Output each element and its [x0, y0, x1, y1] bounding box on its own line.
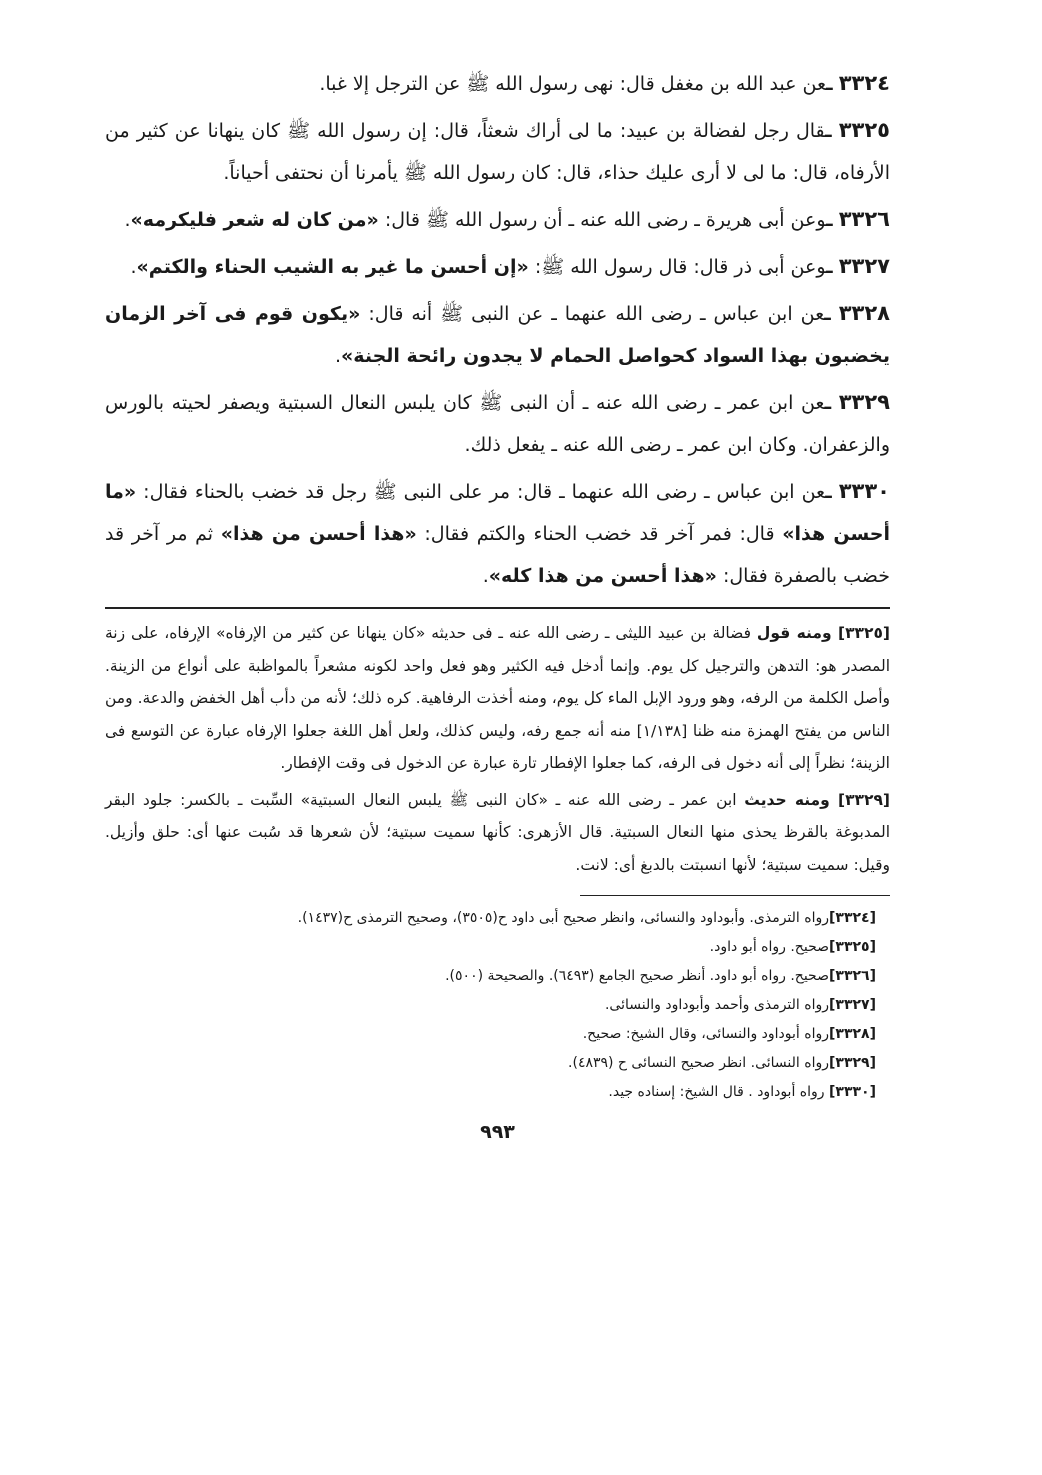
footnote-number: [٣٣٢٩] — [829, 1055, 876, 1071]
commentary-text: ابن عمر ـ رضى الله عنه ـ «كان النبى ﷺ يلبس النعال السبتية» السِّبت ـ بالكسر: جلود البقر المدبوغة بالقرظ يحذى منها النعال السبتية. قال الأزهرى: كأنها سميت سبتية؛ لأن شعرها قد سُبت عنها أى: حلق وأزيل. وقيل: سميت سبتية؛ لأنها انسبتت بالدبغ أى: لانت. — [105, 790, 890, 874]
hadith-text: وعن أبى هريرة ـ رضى الله عنه ـ أن رسول الله ﷺ قال: — [378, 209, 827, 231]
book-page — [105, 62, 890, 1143]
hadith-3329 — [105, 381, 890, 466]
footnotes — [105, 904, 890, 1107]
hadith-number: ٣٣٢٦ — [838, 207, 890, 231]
footnote — [105, 904, 890, 933]
commentary-3325 — [105, 617, 890, 780]
footnote-divider — [580, 895, 890, 896]
hadith-text: عن ابن عباس ـ رضى الله عنهما ـ قال: مر على النبى ﷺ رجل قد خضب بالحناء فقال: — [136, 481, 826, 503]
footnote — [105, 1049, 890, 1078]
hadith-separator: ـ — [824, 303, 831, 325]
hadith-number: ٣٣٢٩ — [838, 390, 890, 414]
footnote-text: صحيح. رواه أبو داود. — [709, 939, 829, 955]
footnote-text: رواه أبوداود . قال الشيخ: إسناده جيد. — [608, 1084, 829, 1100]
hadith-text: عن ابن عمر ـ رضى الله عنه ـ أن النبى ﷺ كان يلبس النعال السبتية ويصفر لحيته بالورس والزعفران. وكان ابن عمر ـ رضى الله عنه ـ يفعل ذلك. — [105, 392, 890, 456]
hadith-separator: ـ — [826, 73, 833, 95]
hadith-separator: ـ — [824, 392, 832, 414]
hadith-tail: . — [124, 209, 131, 231]
hadith-separator: ـ — [826, 209, 833, 231]
hadith-number: ٣٣٢٧ — [838, 254, 890, 278]
footnote — [105, 962, 890, 991]
commentary-reference: [٣٣٢٥] ومنه قول — [756, 624, 890, 642]
hadith-text: قال: فمر آخر قد خضب الحناء والكتم فقال: — [416, 523, 783, 545]
footnote-text: رواه الترمذى. وأبوداود والنسائى، وانظر صحيح أبى داود ح(٣٥٠٥)، وصحيح الترمذى ح(١٤٣٧). — [297, 910, 829, 926]
footnote-number: [٣٣٢٦] — [829, 968, 876, 984]
prophetic-quote: «هذا أحسن من هذا كله» — [488, 565, 717, 587]
footnote — [105, 991, 890, 1020]
hadith-3327 — [105, 245, 890, 288]
hadith-3330 — [105, 470, 890, 597]
hadith-separator: ـ — [826, 256, 833, 278]
prophetic-quote: «هذا أحسن من هذا» — [220, 523, 417, 545]
hadith-number: ٣٣٢٥ — [838, 118, 890, 142]
prophetic-quote: «ما أحسن هذا» — [105, 481, 890, 545]
commentary-reference: [٣٣٢٩] ومنه حديث — [744, 790, 891, 809]
hadith-3326 — [105, 198, 890, 241]
hadith-text: ثم مر آخر قد خضب بالصفرة فقال: — [105, 523, 890, 587]
hadith-3324 — [105, 62, 890, 105]
hadith-separator: ـ — [825, 120, 832, 142]
hadith-number: ٣٣٢٨ — [838, 301, 891, 325]
footnote-text: رواه أبوداود والنسائى، وقال الشيخ: صحيح. — [582, 1026, 829, 1042]
hadith-3328 — [105, 292, 890, 377]
commentary-text: فضالة بن عبيد الليثى ـ رضى الله عنه ـ فى حديثه «كان ينهانا عن كثير من الإرفاه» الإرفاه، على زنة المصدر هو: التدهن والترجيل كل يوم. وإنما أدخل فيه الكثير وهو فعل واحد لكونه مشعراً بالمواظبة على أنواع من الزينة. وأصل الكلمة من الرفه، وهو ورود الإبل الماء كل يوم، ومنه أخذت الرفاهية. كره ذلك؛ لأنه من دأب أهل الخفض والدعة. ومن الناس من يفتح الهمزة منه ظنا [١/١٣٨] منه أنه جمع رفه، وليس كذلك، ولعل أهل اللغة جعلوا الإرفاه عبارة عن التوسع فى الزينة؛ نظراً إلى أنه دخول فى الرفه، كما جعلوا الإفطار تارة عبارة عن الدخول فى وقت الإفطار. — [105, 624, 890, 772]
hadith-tail: . — [130, 256, 137, 278]
hadith-text: عن عبد الله بن مغفل قال: نهى رسول الله ﷺ عن الترجل إلا غبا. — [319, 73, 827, 95]
footnote-text: رواه النسائى. انظر صحيح النسائى ح (٤٨٣٩). — [568, 1055, 829, 1071]
commentary-3329 — [105, 784, 890, 882]
footnote-text: صحيح. رواه أبو داود. أنظر صحيح الجامع (٦٤٩٣). والصحيحة (٥٠٠). — [445, 968, 829, 984]
footnote-number: [٣٣٢٧] — [829, 997, 876, 1013]
footnote-number: [٣٣٢٨] — [829, 1026, 876, 1042]
hadith-text: وعن أبى ذر قال: قال رسول الله ﷺ: — [528, 256, 827, 278]
footnote-number: [٣٣٢٤] — [829, 910, 876, 926]
hadith-separator: ـ — [825, 481, 832, 503]
hadith-3325 — [105, 109, 890, 194]
footnote — [105, 1020, 890, 1049]
section-divider — [105, 607, 890, 609]
footnote-number: [٣٣٣٠] — [829, 1084, 876, 1100]
footnote-number: [٣٣٢٥] — [829, 939, 876, 955]
hadith-text: عن ابن عباس ـ رضى الله عنهما ـ عن النبى ﷺ أنه قال: — [360, 303, 825, 325]
hadith-number: ٣٣٣٠ — [838, 479, 890, 503]
hadith-tail: . — [482, 565, 489, 587]
footnote-text: رواه الترمذى وأحمد وأبوداود والنسائى. — [604, 997, 829, 1013]
prophetic-quote: «إن أحسن ما غير به الشيب الحناء والكتم» — [136, 256, 529, 278]
hadith-number: ٣٣٢٤ — [838, 71, 890, 95]
hadith-tail: . — [334, 345, 342, 367]
prophetic-quote: «من كان له شعر فليكرمه» — [130, 209, 379, 231]
footnote — [105, 933, 890, 962]
hadith-text: قال رجل لفضالة بن عبيد: ما لى أراك شعثاً، قال: إن رسول الله ﷺ كان ينهانا عن كثير من الأرفاه، قال: ما لى لا أرى عليك حذاء، قال: كان رسول الله ﷺ يأمرنا أن نحتفى أحياناً. — [105, 120, 890, 184]
prophetic-quote: «يكون قوم فى آخر الزمان يخضبون بهذا السواد كحواصل الحمام لا يجدون رائحة الجنة» — [105, 303, 890, 367]
page-number: ٩٩٣ — [480, 1121, 515, 1143]
footnote — [105, 1078, 890, 1107]
